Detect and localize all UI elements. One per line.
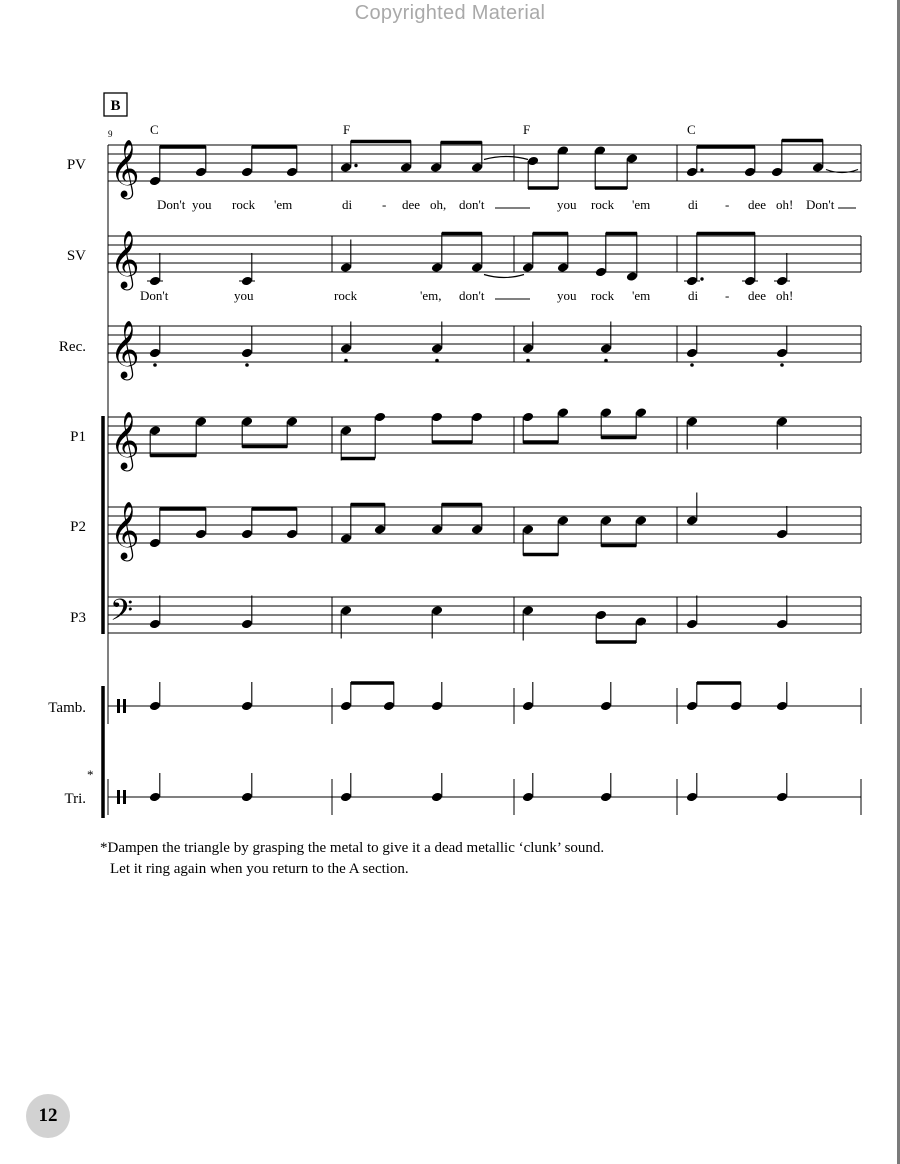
note (686, 773, 698, 802)
note (522, 773, 534, 802)
note (557, 407, 569, 443)
percussion-staff (108, 779, 861, 815)
note (686, 493, 698, 526)
note (149, 508, 161, 548)
treble-clef: 𝄞 (110, 140, 140, 196)
note (149, 773, 161, 802)
part-label-p2: P2 (70, 519, 86, 535)
lyric-syllable: 'em (632, 197, 651, 212)
note (241, 682, 253, 711)
lyric-syllable: Don't (157, 197, 186, 212)
chord-symbol: C (150, 122, 159, 137)
lyric-syllable: you (557, 197, 577, 212)
beam (596, 640, 636, 644)
note (635, 616, 647, 643)
treble-clef: 𝄞 (110, 502, 140, 558)
note (241, 773, 253, 802)
note (776, 773, 788, 802)
beam (595, 186, 627, 190)
note (431, 605, 443, 638)
page-number: 12 (26, 1094, 70, 1138)
lyric-syllable: 'em (632, 288, 651, 303)
note (776, 506, 788, 539)
percussion-clef (123, 699, 126, 713)
note (471, 142, 483, 173)
beam (523, 553, 558, 557)
beam (351, 681, 394, 685)
note (635, 407, 647, 438)
part-label-p3: P3 (70, 610, 86, 626)
lyric-syllable: don't (459, 288, 485, 303)
beam (782, 139, 823, 143)
tie (484, 157, 528, 160)
lyric-syllable: you (192, 197, 212, 212)
lyric-syllable: di (688, 288, 699, 303)
note (686, 682, 698, 711)
lyric-extenders (495, 208, 856, 299)
note (431, 412, 443, 443)
note (471, 412, 483, 443)
beam (697, 232, 755, 236)
footnote (100, 838, 604, 880)
note (149, 596, 161, 630)
lyric-syllable: di (688, 197, 699, 212)
beam (523, 440, 558, 444)
note (241, 146, 253, 177)
part-label-sv: SV (66, 248, 86, 264)
treble-clef: 𝄞 (110, 412, 140, 468)
note (239, 253, 255, 286)
note (471, 504, 483, 535)
note (686, 596, 698, 630)
lyric-syllable: rock (232, 197, 256, 212)
note (149, 146, 161, 186)
lyric-syllable: oh! (776, 288, 794, 303)
lyric-syllable: rock (591, 197, 615, 212)
note (195, 146, 207, 177)
note (149, 682, 161, 711)
lyric-syllable: you (234, 288, 254, 303)
note (635, 515, 647, 546)
beam (442, 232, 482, 236)
treble-clef: 𝄞 (110, 321, 140, 377)
chord-symbol: F (343, 122, 351, 137)
note (522, 322, 534, 363)
note (340, 504, 352, 544)
note (522, 412, 534, 443)
note (286, 508, 298, 539)
beam (601, 544, 636, 548)
part-label-rec: Rec. (58, 339, 86, 355)
note (776, 416, 788, 449)
note (522, 524, 534, 555)
note (600, 407, 612, 438)
note (730, 682, 742, 711)
staff (108, 507, 861, 543)
beam (160, 145, 206, 149)
note (471, 233, 483, 273)
note (594, 145, 606, 189)
note (195, 508, 207, 539)
footnote-marker: * (87, 767, 94, 782)
percussion-clef (123, 790, 126, 804)
bass-clef: 𝄢 (110, 594, 134, 634)
beam (441, 141, 482, 145)
lyric-syllable: di (342, 197, 353, 212)
note (600, 515, 612, 546)
note (195, 416, 207, 456)
beam (697, 145, 755, 149)
note (286, 416, 298, 447)
chord-symbol: F (523, 122, 531, 137)
lyric-syllable: oh! (776, 197, 794, 212)
lyric-syllable: - (382, 197, 387, 212)
note (431, 233, 443, 273)
note (340, 425, 352, 460)
lyric-syllable: dee (748, 197, 767, 212)
part-label-p1: P1 (70, 429, 86, 445)
lyric-syllable: 'em, (420, 288, 442, 303)
lyric-syllable: Don't (140, 288, 169, 303)
notes (147, 139, 858, 803)
beam (601, 436, 636, 440)
note (686, 326, 698, 367)
note (557, 233, 569, 273)
note (686, 146, 704, 177)
lyrics-pv (157, 197, 835, 212)
beam (442, 503, 482, 507)
note (430, 142, 442, 173)
lyric-syllable: - (725, 288, 730, 303)
note (812, 140, 824, 173)
rehearsal-mark-label: B (110, 98, 121, 114)
note (431, 504, 443, 535)
lyric-syllable: don't (459, 197, 485, 212)
note (774, 253, 790, 286)
part-label-tamb: Tamb. (48, 700, 86, 716)
note (340, 773, 352, 802)
note (742, 233, 758, 287)
part-label-pv: PV (66, 157, 86, 173)
treble-clef: 𝄞 (110, 231, 140, 287)
note (241, 596, 253, 630)
note (340, 240, 352, 273)
note (241, 326, 253, 367)
note (286, 146, 298, 177)
note (149, 425, 161, 456)
beam (533, 232, 568, 236)
beam (252, 145, 297, 149)
note (600, 682, 612, 711)
note (776, 596, 788, 630)
note (595, 233, 607, 278)
note (522, 605, 534, 640)
lyric-syllable: you (557, 288, 577, 303)
note (600, 322, 612, 363)
lyric-syllable: 'em (274, 197, 293, 212)
rehearsal-mark (104, 93, 127, 116)
beam (160, 507, 206, 511)
part-label-tri: Tri. (64, 791, 86, 807)
beam (351, 503, 385, 507)
note (557, 515, 569, 555)
note (374, 504, 386, 535)
note (744, 146, 756, 177)
lyric-syllable: dee (402, 197, 421, 212)
note (241, 416, 253, 447)
footnote-line-1: *Dampen the triangle by grasping the metal to give it a dead metallic ‘clunk’ sound. (100, 840, 605, 856)
beam (697, 681, 741, 685)
lyric-syllable: Don't (806, 197, 835, 212)
percussion-staff (108, 688, 861, 724)
beam (351, 140, 411, 144)
beam (432, 440, 472, 444)
note (557, 145, 569, 189)
note (600, 773, 612, 802)
note (684, 233, 704, 287)
note (776, 682, 788, 711)
staff (108, 417, 861, 453)
beam (528, 186, 558, 190)
note (626, 153, 638, 189)
note (431, 682, 443, 711)
note (149, 326, 161, 367)
percussion-clef (117, 699, 120, 713)
note (776, 326, 788, 367)
beam (242, 445, 287, 449)
note (241, 508, 253, 539)
chord-symbol: C (687, 122, 696, 137)
note (522, 233, 534, 273)
note (340, 605, 352, 638)
lyric-syllable: rock (334, 288, 358, 303)
percussion-clef (117, 790, 120, 804)
staff (108, 326, 861, 362)
clefs (110, 140, 140, 634)
measure-number: 9 (108, 129, 113, 139)
beam (606, 232, 637, 236)
beam (150, 454, 196, 458)
beam (252, 507, 297, 511)
lyric-syllable: dee (748, 288, 767, 303)
lyric-syllable: oh, (430, 197, 447, 212)
note (431, 322, 443, 363)
tie (484, 275, 524, 278)
lyric-syllable: - (725, 197, 730, 212)
copyright-watermark: Copyrighted Material (354, 2, 546, 24)
note (686, 416, 698, 449)
lyric-syllable: rock (591, 288, 615, 303)
note (147, 253, 163, 286)
note (431, 773, 443, 802)
note (383, 682, 395, 711)
beam (341, 457, 375, 461)
footnote-line-2: Let it ring again when you return to the A section. (110, 861, 409, 877)
note (626, 233, 638, 282)
note (340, 322, 352, 363)
staff (108, 597, 861, 633)
staff (108, 236, 861, 272)
note (595, 610, 607, 643)
note (522, 682, 534, 711)
note (340, 682, 352, 711)
lyrics-sv (140, 288, 793, 303)
